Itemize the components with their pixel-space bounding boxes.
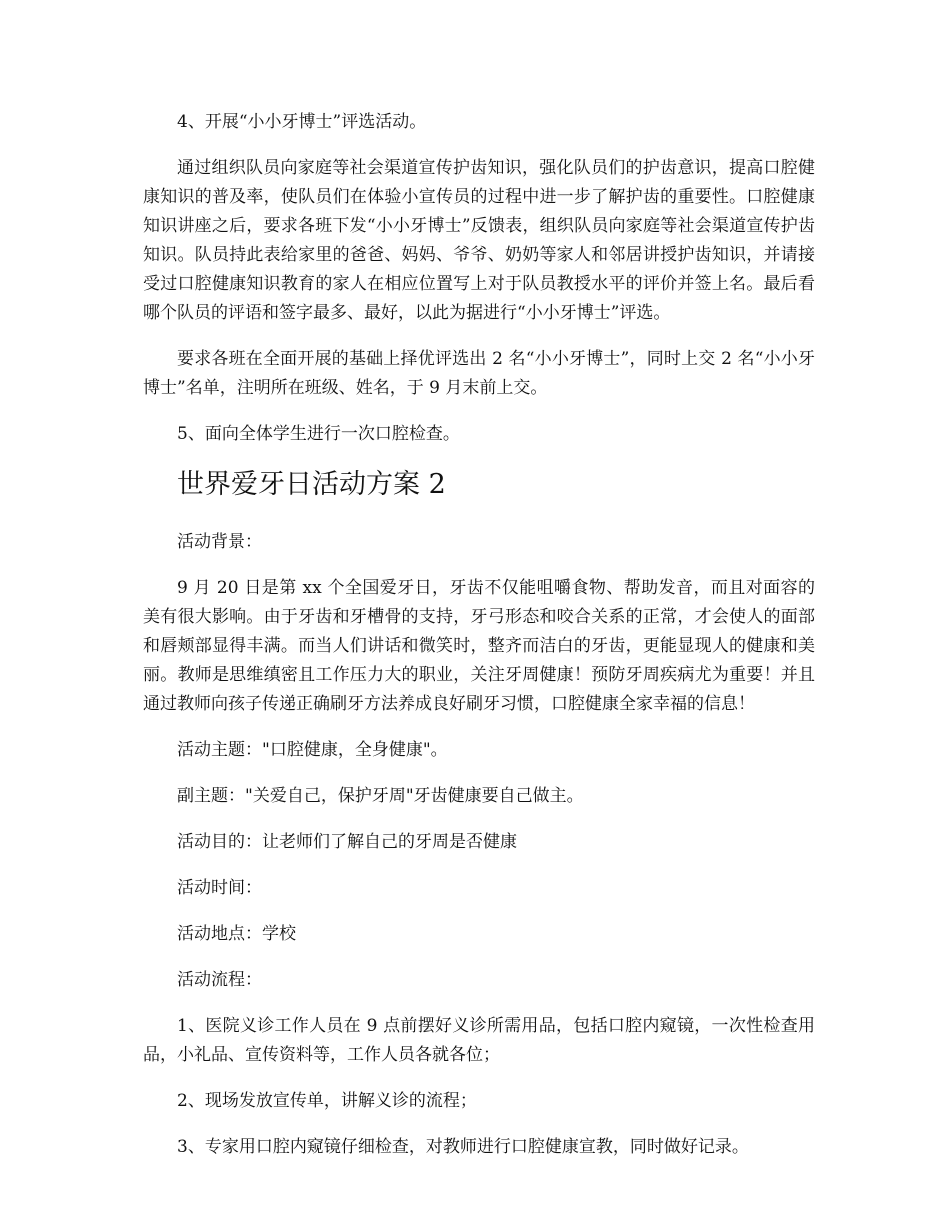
- activity-theme: 活动主题："口腔健康，全身健康"。: [177, 740, 448, 760]
- process-step: 3、专家用口腔内窥镜仔细检查，对教师进行口腔健康宣教，同时做好记录。: [177, 1137, 749, 1157]
- activity-subtheme: 副主题："关爱自己，保护牙周"牙齿健康要自己做主。: [177, 786, 584, 806]
- section-title: 世界爱牙日活动方案 2: [177, 469, 446, 500]
- process-step: 2、现场发放宣传单，讲解义诊的流程；: [177, 1091, 477, 1111]
- process-label: 活动流程：: [177, 970, 262, 990]
- process-step: 1、医院义诊工作人员在 9 点前摆好义诊所需用品，包括口腔内窥镜，一次性检查用品，小礼品、宣传资料等，工作人员各就各位；: [143, 1016, 815, 1065]
- paragraph-promotion: 通过组织队员向家庭等社会渠道宣传护齿知识，强化队员们的护齿意识，提高口腔健康知识的普及率，使队员们在体验小宣传员的过程中进一步了解护齿的重要性。口腔健康知识讲座之后，要求各班下发“小小牙博士”反馈表，组织队员向家庭等社会渠道宣传护齿知识。队员持此表给家里的爸爸、妈妈、爷爷、奶奶等家人和邻居讲授护齿知识，并请接受过口腔健康知识教育的家人在相应位置写上对于队员教授水平的评价并签上名。最后看哪个队员的评语和签字最多、最好，以此为据进行“小小牙博士”评选。: [143, 158, 815, 323]
- item-5-heading: 5、面向全体学生进行一次口腔检查。: [177, 424, 460, 444]
- activity-time: 活动时间：: [177, 878, 262, 898]
- paragraph-selection: 要求各班在全面开展的基础上择优评选出 2 名“小小牙博士”，同时上交 2 名“小小牙博士”名单，注明所在班级、姓名，于 9 月末前上交。: [143, 349, 815, 398]
- background-label: 活动背景：: [177, 532, 262, 552]
- item-4-heading: 4、开展“小小牙博士”评选活动。: [177, 112, 427, 132]
- background-text: 9 月 20 日是第 xx 个全国爱牙日，牙齿不仅能咀嚼食物、帮助发音，而且对面容的美有很大影响。由于牙齿和牙槽骨的支持，牙弓形态和咬合关系的正常，才会使人的面部和唇颊部显得丰满。而当人们讲话和微笑时，整齐而洁白的牙齿，更能显现人的健康和美丽。教师是思维缜密且工作压力大的职业，关注牙周健康！预防牙周疾病尤为重要！并且通过教师向孩子传递正确刷牙方法养成良好刷牙习惯，口腔健康全家幸福的信息！: [143, 578, 815, 714]
- activity-purpose: 活动目的：让老师们了解自己的牙周是否健康: [177, 832, 517, 852]
- document-page: [143, 108, 815, 1179]
- activity-place: 活动地点：学校: [177, 924, 296, 944]
